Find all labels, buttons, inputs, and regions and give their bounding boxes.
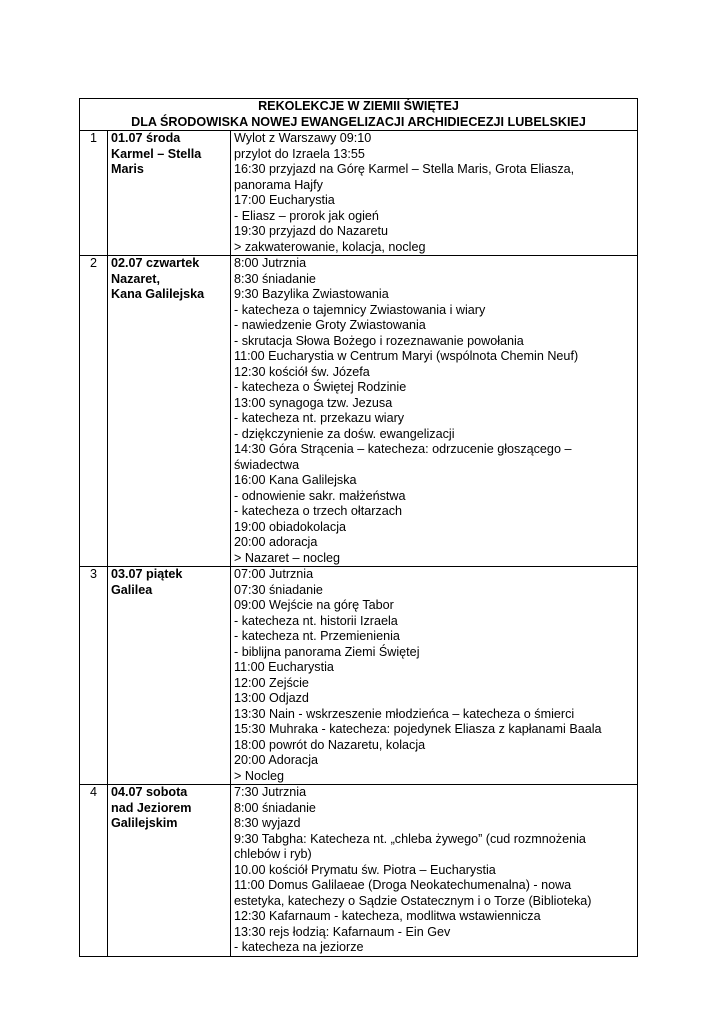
program-item: 7:30 Jutrznia (234, 785, 307, 799)
program-item: 07:00 Jutrznia (234, 567, 314, 581)
program-item: - katecheza nt. przekazu wiary (234, 411, 405, 425)
day-row (80, 785, 638, 957)
day-label-line: 03.07 piątek (111, 567, 183, 581)
program-item: 20:00 Adoracja (234, 753, 319, 767)
program-item: panorama Hajfy (234, 177, 323, 192)
program-item: 12:00 Zejście (234, 675, 309, 690)
day-program (231, 256, 638, 567)
program-item: 19:30 przyjazd do Nazaretu (234, 224, 389, 238)
program-item: 13:00 Odjazd (234, 691, 309, 705)
day-number: 4 (80, 785, 108, 957)
title-cell (80, 99, 638, 131)
program-item: 13:30 rejs łodzią: Kafarnaum - Ein Gev (234, 924, 451, 939)
day-label-line: Maris (111, 162, 144, 176)
day-label-line: Galilea (111, 582, 153, 597)
program-item: 12:30 Kafarnaum - katecheza, modlitwa wstawiennicza (234, 909, 541, 923)
program-item: 20:00 adoracja (234, 535, 318, 549)
program-item: 13:30 Nain - wskrzeszenie młodzieńca – katecheza o śmierci (234, 706, 575, 721)
day-label-line: 04.07 sobota (111, 785, 188, 799)
title-row (80, 99, 638, 131)
program-item: przylot do Izraela 13:55 (234, 146, 365, 161)
day-label-line: Galilejskim (111, 816, 178, 830)
program-item: 8:00 śniadanie (234, 800, 316, 815)
program-item: 11:00 Domus Galilaeae (Droga Neokatechumenalna) - nowa (234, 878, 572, 892)
program-item: chlebów i ryb) (234, 847, 312, 861)
program-item: 9:30 Tabgha: Katecheza nt. „chleba żywego” (cud rozmnożenia (234, 831, 586, 846)
program-item: 16:30 przyjazd na Górę Karmel – Stella Maris, Grota Eliasza, (234, 162, 575, 176)
day-program (231, 567, 638, 785)
day-label-line: 01.07 środa (111, 131, 181, 145)
program-item: 09:00 Wejście na górę Tabor (234, 598, 394, 612)
program-item: 11:00 Eucharystia w Centrum Maryi (wspólnota Chemin Neuf) (234, 349, 579, 363)
day-label (108, 131, 231, 256)
program-item: - katecheza o trzech ołtarzach (234, 504, 402, 518)
day-row (80, 567, 638, 785)
program-item: 17:00 Eucharystia (234, 193, 335, 207)
day-label-line: Kana Galilejska (111, 287, 205, 301)
program-item: 8:00 Jutrznia (234, 256, 307, 270)
program-item: - katecheza na jeziorze (234, 940, 364, 954)
title-line-2: DLA ŚRODOWISKA NOWEJ EWANGELIZACJI ARCHIDIECEZJI LUBELSKIEJ (131, 114, 586, 129)
program-item: 9:30 Bazylika Zwiastowania (234, 287, 389, 301)
program-item: 11:00 Eucharystia (234, 660, 334, 674)
program-item: > Nazaret – nocleg (234, 550, 341, 565)
day-label (108, 567, 231, 785)
program-item: - skrutacja Słowa Bożego i rozeznawanie powołania (234, 333, 524, 348)
program-item: 13:00 synagoga tzw. Jezusa (234, 395, 393, 410)
title-line-1: REKOLEKCJE W ZIEMII ŚWIĘTEJ (258, 99, 459, 113)
day-label-line: Nazaret, (111, 271, 160, 286)
program-item: - dziękczynienie za dośw. ewangelizacji (234, 426, 455, 441)
program-item: - nawiedzenie Groty Zwiastowania (234, 318, 426, 332)
program-item: 14:30 Góra Strącenia – katecheza: odrzucenie głoszącego – (234, 442, 572, 456)
program-item: 15:30 Muhraka - katecheza: pojedynek Eliasza z kapłanami Baala (234, 722, 602, 736)
program-item: - katecheza o Świętej Rodzinie (234, 380, 407, 394)
program-item: 8:30 śniadanie (234, 271, 316, 286)
program-item: Wylot z Warszawy 09:10 (234, 131, 372, 145)
day-number: 3 (80, 567, 108, 785)
day-label (108, 256, 231, 567)
day-row (80, 256, 638, 567)
program-item: - katecheza nt. historii Izraela (234, 613, 398, 628)
program-item: - Eliasz – prorok jak ogień (234, 208, 379, 223)
program-item: - biblijna panorama Ziemi Świętej (234, 644, 420, 659)
itinerary-table (79, 98, 638, 957)
program-item: estetyka, katechezy o Sądzie Ostatecznym i o Torze (Biblioteka) (234, 893, 592, 908)
program-item: > Nocleg (234, 768, 285, 783)
day-number: 2 (80, 256, 108, 567)
program-item: 19:00 obiadokolacja (234, 519, 347, 534)
program-item: 07:30 śniadanie (234, 582, 323, 597)
program-item: - odnowienie sakr. małżeństwa (234, 488, 406, 503)
program-item: 18:00 powrót do Nazaretu, kolacja (234, 737, 426, 752)
day-program (231, 785, 638, 957)
day-label-line: nad Jeziorem (111, 800, 192, 815)
day-label-line: Karmel – Stella (111, 146, 202, 161)
day-row (80, 131, 638, 256)
day-label-line: 02.07 czwartek (111, 256, 200, 270)
program-item: 10.00 kościół Prymatu św. Piotra – Eucharystia (234, 862, 496, 877)
program-item: 16:00 Kana Galilejska (234, 473, 357, 487)
day-label (108, 785, 231, 957)
day-number: 1 (80, 131, 108, 256)
program-item: 12:30 kościół św. Józefa (234, 364, 370, 379)
program-item: - katecheza o tajemnicy Zwiastowania i wiary (234, 302, 486, 317)
program-item: - katecheza nt. Przemienienia (234, 629, 400, 643)
program-item: świadectwa (234, 457, 300, 472)
program-item: 8:30 wyjazd (234, 816, 301, 830)
program-item: > zakwaterowanie, kolacja, nocleg (234, 239, 426, 254)
day-program (231, 131, 638, 256)
